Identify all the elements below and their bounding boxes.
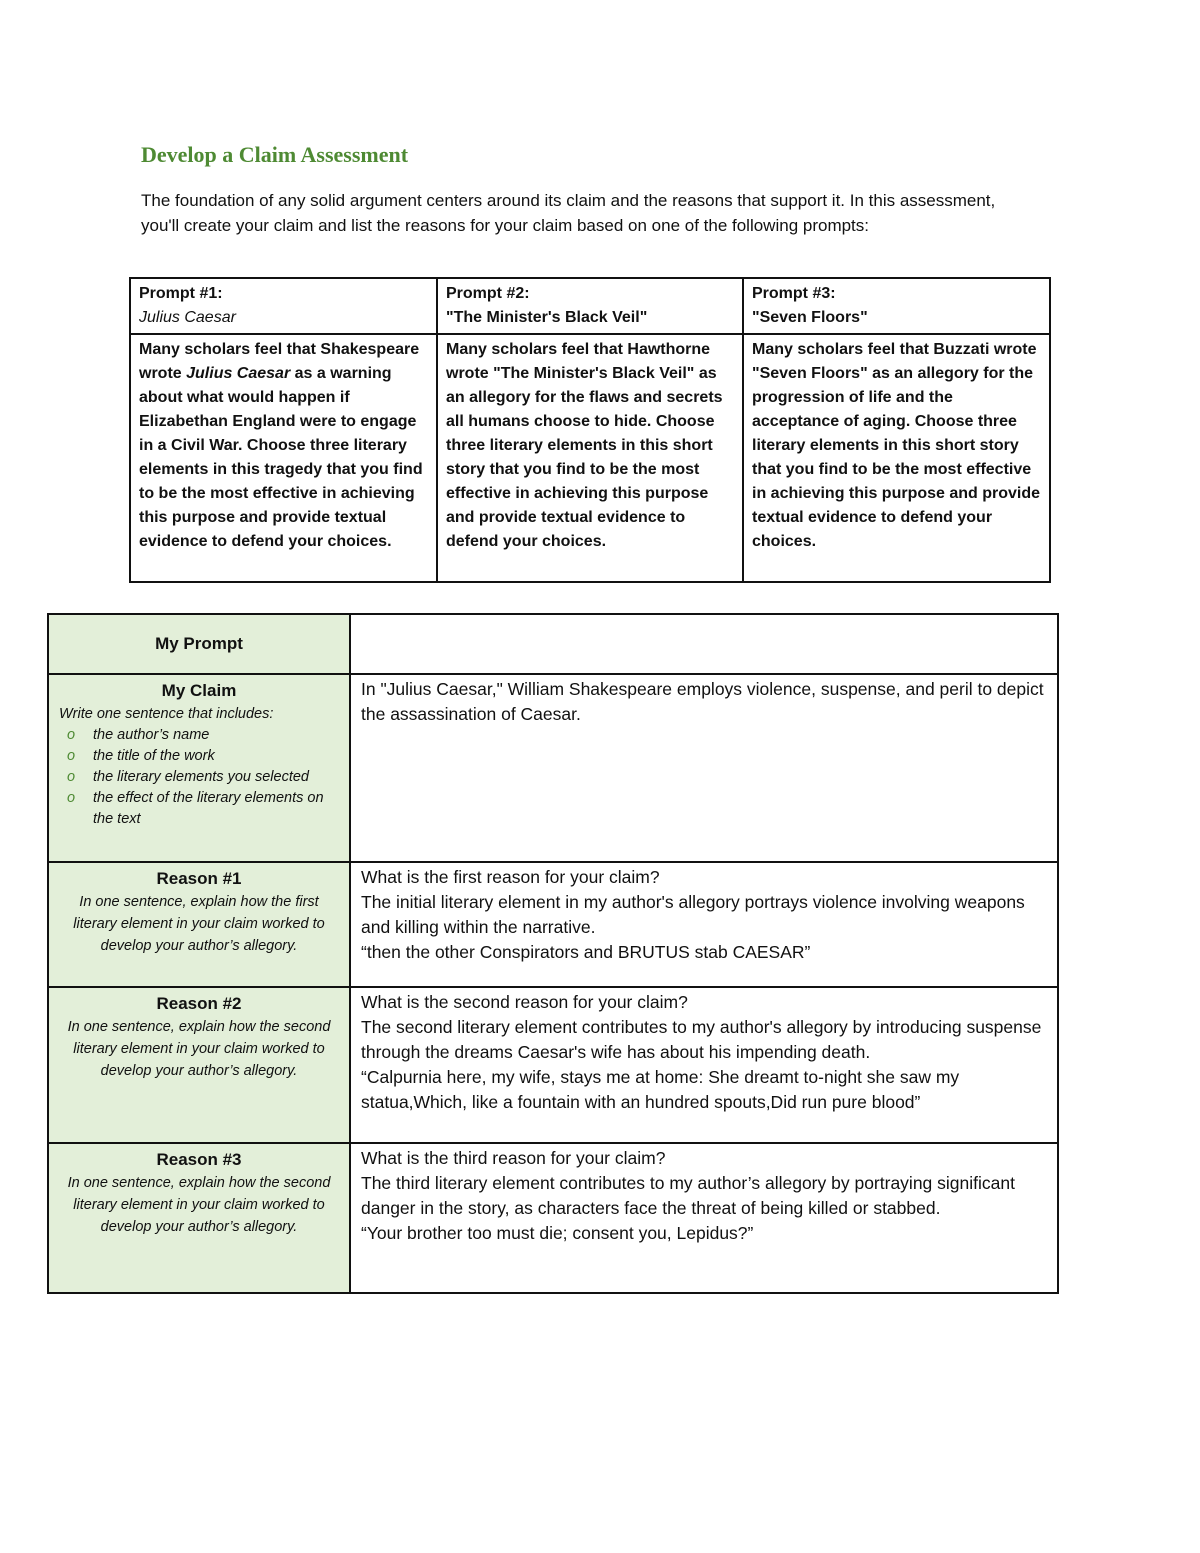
reason-1-label: Reason #1 xyxy=(156,869,242,888)
prompt-1-desc-italic: Julius Caesar xyxy=(186,365,291,382)
reason-3-label: Reason #3 xyxy=(156,1150,242,1169)
reason-3-quote: “Your brother too must die; consent you, Lepidus?” xyxy=(361,1223,754,1243)
bullet-o-icon: o xyxy=(67,748,76,764)
page-title: Develop a Claim Assessment xyxy=(141,142,409,167)
prompt-3-header xyxy=(743,278,1050,334)
reason-1-answer: The initial literary element in my author's allegory portrays violence involving weapons and killing within the narrative. xyxy=(361,892,1025,937)
prompt-2-title: "The Minister's Black Veil" xyxy=(446,309,648,326)
prompt-3-description: Many scholars feel that Buzzati wrote "Seven Floors" as an allegory for the progression of life and the acceptance of aging. Choose three literary elements in this short story that you find to be the most effective in achieving this purpose and provide textual evidence to defend your choices. xyxy=(743,334,1050,582)
my-claim-answer: In "Julius Caesar," William Shakespeare employs violence, suspense, and peril to depict the assassination of Caesar. xyxy=(361,679,1044,724)
list-item xyxy=(59,788,339,830)
my-claim-label-cell xyxy=(48,674,350,862)
my-prompt-label-cell xyxy=(48,614,350,674)
prompt-3-label: Prompt #3: xyxy=(752,285,836,302)
prompt-1-desc-after: as a warning about what would happen if Elizabethan England were to engage in a Civil War. Choose three literary elements in this tragedy that you find to be the most effective in achieving this purpose and provide textual evidence to defend your choices. xyxy=(139,365,423,550)
prompt-1-title: Julius Caesar xyxy=(139,309,236,326)
reason-1-instruction: In one sentence, explain how the first literary element in your claim worked to develop your author’s allegory. xyxy=(73,894,325,954)
reason-1-answer-cell[interactable] xyxy=(350,862,1058,987)
my-claim-label: My Claim xyxy=(161,681,237,700)
reason-1-label-cell xyxy=(48,862,350,987)
my-prompt-answer-cell[interactable] xyxy=(350,614,1058,674)
reason-1-row xyxy=(48,862,1058,987)
claim-worksheet-table xyxy=(47,613,1059,1294)
prompt-1-description xyxy=(130,334,437,582)
prompts-body-row xyxy=(130,334,1050,582)
bullet-o-icon: o xyxy=(67,769,76,785)
prompts-header-row xyxy=(130,278,1050,334)
claim-requirements-list xyxy=(59,725,339,830)
reason-3-row xyxy=(48,1143,1058,1293)
reason-2-label-cell xyxy=(48,987,350,1143)
prompts-table xyxy=(129,277,1051,583)
my-claim-row xyxy=(48,674,1058,862)
bullet-o-icon: o xyxy=(67,727,76,743)
reason-3-answer-cell[interactable] xyxy=(350,1143,1058,1293)
reason-1-quote: “then the other Conspirators and BRUTUS stab CAESAR” xyxy=(361,942,811,962)
prompt-1-desc-before: Many scholars feel that Shakespeare wrote xyxy=(139,341,420,382)
bullet-o-icon: o xyxy=(67,790,76,806)
prompt-1-label: Prompt #1: xyxy=(139,285,223,302)
reason-2-question: What is the second reason for your claim? xyxy=(361,992,688,1012)
reason-3-label-cell xyxy=(48,1143,350,1293)
my-prompt-label: My Prompt xyxy=(155,634,243,653)
reason-3-answer: The third literary element contributes to my author’s allegory by portraying significant danger in the story, as characters face the threat of being killed or stabbed. xyxy=(361,1173,1015,1218)
claim-requirement-text: the author’s name xyxy=(93,727,210,743)
prompt-1-header xyxy=(130,278,437,334)
prompt-2-label: Prompt #2: xyxy=(446,285,530,302)
list-item xyxy=(59,725,339,746)
my-prompt-row xyxy=(48,614,1058,674)
reason-2-answer: The second literary element contributes to my author's allegory by introducing suspense through the dreams Caesar's wife has about his impending death. xyxy=(361,1017,1042,1062)
claim-requirement-text: the literary elements you selected xyxy=(93,769,309,785)
claim-requirement-text: the effect of the literary elements on the text xyxy=(93,790,324,827)
reason-1-question: What is the first reason for your claim? xyxy=(361,867,660,887)
reason-2-row xyxy=(48,987,1058,1143)
reason-3-instruction: In one sentence, explain how the second literary element in your claim worked to develop your author’s allegory. xyxy=(67,1175,331,1235)
reason-2-instruction: In one sentence, explain how the second literary element in your claim worked to develop your author’s allegory. xyxy=(67,1019,331,1079)
reason-2-answer-cell[interactable] xyxy=(350,987,1058,1143)
list-item xyxy=(59,767,339,788)
claim-requirement-text: the title of the work xyxy=(93,748,215,764)
prompt-2-description: Many scholars feel that Hawthorne wrote "The Minister's Black Veil" as an allegory for the flaws and secrets all humans choose to hide. Choose three literary elements in this short story that you find to be the most effective in achieving this purpose and provide textual evidence to defend your choices. xyxy=(437,334,743,582)
prompt-2-header xyxy=(437,278,743,334)
reason-2-label: Reason #2 xyxy=(156,994,242,1013)
reason-2-quote: “Calpurnia here, my wife, stays me at home: She dreamt to-night she saw my statua,Which, like a fountain with an hundred spouts,Did run pure blood” xyxy=(361,1067,960,1112)
my-claim-answer-cell[interactable] xyxy=(350,674,1058,862)
intro-paragraph: The foundation of any solid argument centers around its claim and the reasons that support it. In this assessment, you'll create your claim and list the reasons for your claim based on one of the following prompts: xyxy=(141,191,996,235)
prompt-3-title: "Seven Floors" xyxy=(752,309,868,326)
reason-3-question: What is the third reason for your claim? xyxy=(361,1148,666,1168)
list-item xyxy=(59,746,339,767)
my-claim-instruction: Write one sentence that includes: xyxy=(59,706,274,722)
